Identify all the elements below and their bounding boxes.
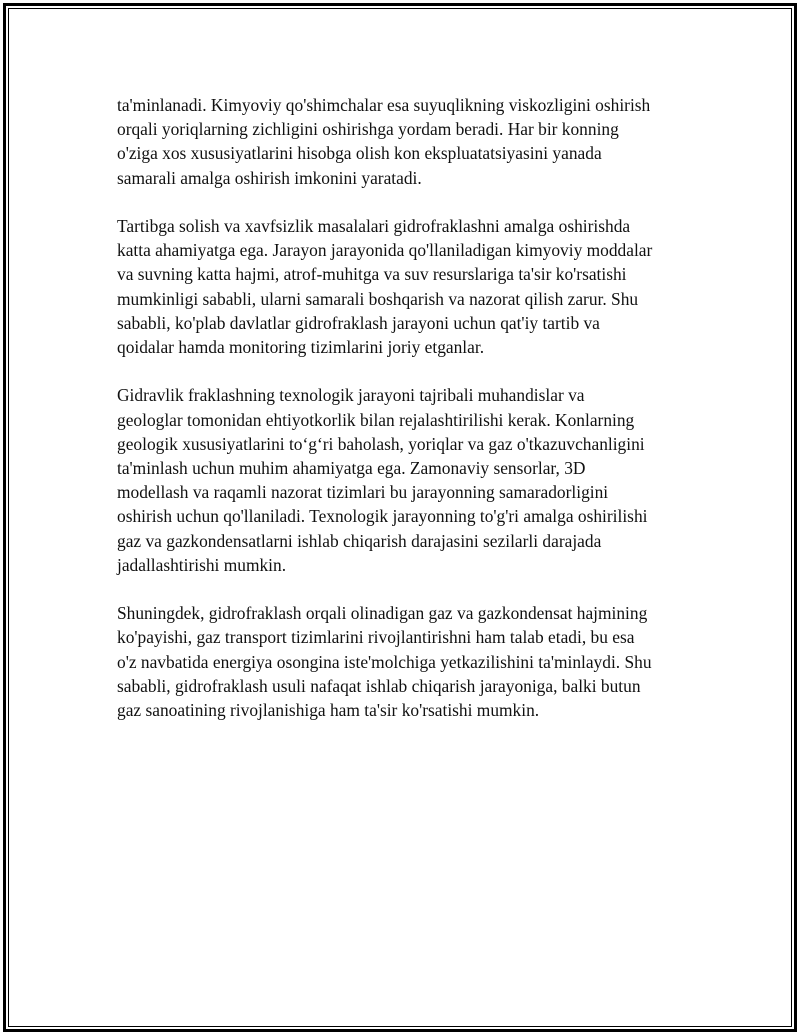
paragraph-4: Shuningdek, gidrofraklash orqali olinadigan gaz va gazkondensat hajmining ko'payishi, gaz transport tizimlarini rivojlantirishni ham talab etadi, bu esa o'z navbatida energiya osongina iste'molchiga yetkazilishini ta'minlaydi. Shu sababli, gidrofraklash usuli nafaqat ishlab chiqarish jarayoniga, balki butun gaz sanoatining rivojlanishiga ham ta'sir ko'rsatishi mumkin. — [117, 603, 652, 721]
paragraph-1: ta'minlanadi. Kimyoviy qo'shimchalar esa suyuqlikning viskozligini oshirish orqali yoriqlarning zichligini oshirishga yordam beradi. Har bir konning o'ziga xos xususiyatlarini hisobga olish kon ekspluatatsiyasini yanada samarali amalga oshirish imkonini yaratadi. — [117, 95, 651, 188]
paragraph-2: Tartibga solish va xavfsizlik masalalari gidrofraklashni amalga oshirishda katta ahamiyatga ega. Jarayon jarayonida qo'llaniladigan kimyoviy moddalar va suvning katta hajmi, atrof-muhitga va suv resurslariga ta'sir ko'rsatishi mumkinligi sababli, ularni samarali boshqarish va nazorat qilish zarur. Shu sababli, ko'plab davlatlar gidrofraklash jarayoni uchun qat'iy tartib va qoidalar hamda monitoring tizimlarini joriy etganlar. — [117, 216, 653, 358]
document-body — [117, 93, 697, 746]
paragraph-3: Gidravlik fraklashning texnologik jarayoni tajribali muhandislar va geologlar tomonidan ehtiyotkorlik bilan rejalashtirilishi kerak. Konlarning geologik xususiyatlarini to‘g‘ri baholash, yoriqlar va gaz o'tkazuvchanligini ta'minlash uchun muhim ahamiyatga ega. Zamonaviy sensorlar, 3D modellash va raqamli nazorat tizimlari bu jarayonning samaradorligini oshirish uchun qo'llaniladi. Texnologik jarayonning to'g'ri amalga oshirilishi gaz va gazkondensatlarni ishlab chiqarish darajasini sezilarli darajada jadallashtirishi mumkin. — [117, 385, 648, 575]
